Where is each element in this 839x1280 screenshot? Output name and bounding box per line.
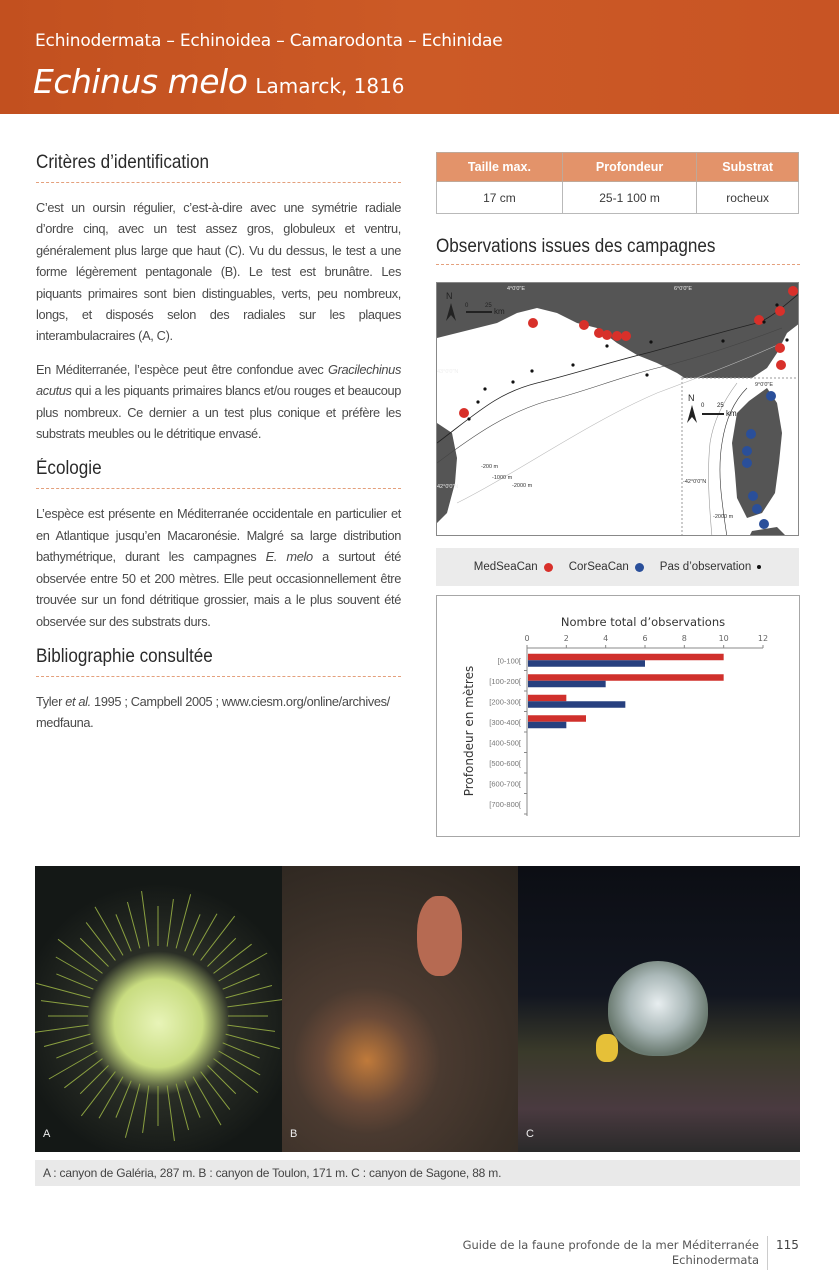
- bar-corseacan-3: [528, 722, 566, 729]
- coord-label: 4°0'0"E: [507, 286, 526, 292]
- value-profondeur: 25-1 100 m: [562, 182, 696, 214]
- medseacan-point: [788, 286, 798, 296]
- footer-separator: [767, 1236, 768, 1270]
- footer-text: [463, 1238, 759, 1268]
- spine: [201, 1072, 230, 1110]
- header-taille: Taille max.: [437, 153, 563, 182]
- y-tick-label: [0-100[: [497, 656, 521, 666]
- x-tick-label: 10: [718, 634, 729, 643]
- spine: [176, 1084, 188, 1130]
- coord-label: -42°0'0"N: [683, 479, 707, 485]
- y-tick-label: [100-200[: [489, 676, 521, 686]
- spine: [226, 985, 272, 997]
- corseacan-point: [748, 491, 758, 501]
- no-observation-point: [775, 303, 778, 306]
- y-tick-label: [400-500[: [489, 738, 521, 748]
- text-run: Tyler: [36, 693, 66, 709]
- chart-svg: [437, 596, 801, 838]
- svg-text:0: 0: [701, 403, 705, 409]
- footer-book-title: Guide de la faune profonde de la mer Méditerranée: [462, 1238, 759, 1252]
- x-tick-label: 0: [524, 634, 530, 643]
- spine: [95, 907, 123, 955]
- divider: [36, 182, 401, 183]
- medseacan-point: [754, 315, 764, 325]
- legend-label: Pas d’observation: [659, 561, 752, 573]
- spine: [86, 922, 115, 960]
- text-run: L’espèce est présente en Méditerranée occidentale en particulier et en Atlantique jusqu’en Macaronésie. Malgré sa large distribution bathymétrique, durant les campagnes: [36, 506, 401, 565]
- medseacan-point: [776, 360, 786, 370]
- bar-medseacan-2: [528, 695, 566, 702]
- left-column: [36, 152, 401, 734]
- spine: [223, 974, 260, 989]
- corseacan-point: [759, 519, 769, 529]
- medseacan-point: [621, 331, 631, 341]
- map-svg: [437, 283, 799, 536]
- no-observation-point: [762, 320, 765, 323]
- no-observation-point: [645, 373, 648, 376]
- spine: [226, 1034, 280, 1048]
- text-run: qui a les piquants primaires blancs et/ou rouges et beaucoup plus nombreux. Ce dernier a un test plus conique et préfère les substrats meubles ou le détritique envasé.: [36, 383, 401, 442]
- depth-label: -2000 m: [713, 514, 734, 520]
- medseacan-point: [775, 343, 785, 353]
- spine: [80, 1065, 108, 1093]
- bar-medseacan-3: [528, 715, 586, 722]
- biblio-paragraph: [36, 691, 401, 734]
- criteres-paragraph-2: [36, 359, 401, 445]
- section-title-observations: Observations issues des campagnes: [436, 236, 716, 257]
- spine: [81, 1072, 115, 1116]
- header-profondeur: Profondeur: [562, 153, 696, 182]
- spine: [143, 1085, 149, 1133]
- spine: [127, 902, 139, 948]
- depth-label: -1000 m: [492, 475, 513, 481]
- spine: [58, 939, 102, 973]
- corseacan-point: [742, 446, 752, 456]
- divider: [36, 676, 401, 677]
- x-tick-label: 4: [603, 634, 609, 643]
- photo-c: [518, 866, 800, 1152]
- spine: [193, 914, 217, 956]
- depth-label: -200 m: [481, 464, 499, 470]
- bar-medseacan-1: [528, 674, 724, 681]
- coord-label: 43°0'0"N: [437, 369, 459, 375]
- legend-label: CorSeaCan: [568, 561, 629, 573]
- bar-medseacan-0: [528, 654, 724, 661]
- y-tick-label: [300-400[: [489, 717, 521, 727]
- photo-label-b: B: [290, 1128, 298, 1140]
- spine: [167, 899, 173, 947]
- black-dot-icon: [757, 565, 761, 569]
- chart-title: Nombre total d’observations: [560, 615, 726, 629]
- corseacan-point: [746, 429, 756, 439]
- spine: [99, 1077, 123, 1119]
- spine: [56, 957, 98, 981]
- header-substrat: Substrat: [697, 153, 799, 182]
- medseacan-point: [602, 330, 612, 340]
- land-spain: [437, 423, 457, 523]
- spine: [219, 1051, 261, 1075]
- spine: [227, 1000, 282, 1007]
- spine: [64, 1059, 102, 1088]
- depth-bar-chart: [436, 595, 800, 837]
- svg-text:N: N: [688, 393, 695, 403]
- spine: [176, 894, 190, 948]
- medseacan-point: [459, 408, 469, 418]
- medseacan-point: [775, 306, 785, 316]
- medseacan-point: [612, 331, 622, 341]
- value-taille: 17 cm: [437, 182, 563, 214]
- yellow-sponge: [596, 1034, 618, 1062]
- page-number: 115: [776, 1238, 799, 1252]
- bar-corseacan-1: [528, 681, 606, 688]
- no-observation-point: [649, 340, 652, 343]
- y-tick-label: [500-600[: [489, 758, 521, 768]
- no-observation-point: [785, 338, 788, 341]
- coord-label: 6°0'0"E: [674, 286, 693, 292]
- medseacan-point: [528, 318, 538, 328]
- divider: [436, 264, 800, 265]
- corseacan-point: [742, 458, 752, 468]
- no-observation-point: [483, 387, 486, 390]
- species-title: [33, 62, 405, 101]
- medseacan-point: [579, 320, 589, 330]
- spine: [41, 1001, 89, 1007]
- photo-a: [35, 866, 282, 1152]
- spine: [227, 1025, 275, 1031]
- spine: [116, 914, 131, 951]
- svg-text:25: 25: [717, 403, 724, 409]
- no-observation-point: [571, 363, 574, 366]
- spine: [116, 1081, 131, 1118]
- red-dot-icon: [544, 563, 553, 572]
- x-tick-label: 12: [757, 634, 769, 643]
- sponge-shape: [417, 896, 462, 976]
- svg-text:N: N: [446, 291, 453, 301]
- spine: [185, 1081, 200, 1118]
- no-observation-point: [467, 417, 470, 420]
- text-run: 1995 ; Campbell 2005 ; www.ciesm.org/online/archives/ medfauna.: [36, 693, 390, 731]
- photo-strip: [35, 866, 800, 1152]
- urchin-spines-a: [35, 866, 282, 1152]
- corseacan-point: [766, 391, 776, 401]
- svg-text:0: 0: [465, 303, 469, 309]
- y-tick-label: [600-700[: [489, 779, 521, 789]
- spine: [201, 916, 235, 960]
- ecologie-paragraph: [36, 503, 401, 631]
- footer-chapter: Echinodermata: [671, 1253, 759, 1267]
- spine: [35, 1025, 89, 1032]
- table-row: [437, 182, 799, 214]
- coord-label: 9°0'0"E: [755, 382, 774, 388]
- taxonomy-line: Echinodermata – Echinoidea – Camarodonta – Echinidae: [35, 31, 503, 51]
- criteres-paragraph-1: C’est un oursin régulier, c’est-à-dire avec une symétrie radiale d’ordre cinq, avec un test assez gros, globuleux et ventru, généralement plus large que haut (C). Vu du dessus, le test a une forme légèrement pentagonale (B). Le test est brunâtre. Les piquants primaires sont bien distinguables, verts, peu nombreux, longs, et disposés selon des radiales sur les plaques interambulacraires (A, C).: [36, 200, 401, 344]
- photo-label-c: C: [526, 1128, 534, 1140]
- species-binomial: Echinus melo: [33, 62, 248, 101]
- spine: [142, 891, 149, 947]
- svg-text:25: 25: [485, 303, 492, 309]
- spine: [219, 953, 267, 981]
- spine: [44, 1034, 90, 1046]
- spine: [36, 983, 90, 997]
- photo-caption: A : canyon de Galéria, 287 m. B : canyon de Toulon, 171 m. C : canyon de Sagone, 88 m.: [35, 1160, 800, 1186]
- table-header-row: [437, 153, 799, 182]
- spine: [80, 938, 108, 966]
- photo-b: [282, 866, 518, 1152]
- photo-label-a: A: [43, 1128, 51, 1140]
- y-tick-label: [700-800[: [489, 799, 521, 809]
- no-observation-point: [511, 380, 514, 383]
- species-name-italic: Gracilechinus acutus: [36, 361, 401, 399]
- bar-corseacan-2: [528, 701, 625, 708]
- legend-item-medseacan: [474, 561, 553, 573]
- x-tick-label: 6: [642, 634, 648, 643]
- legend-item-no-observation: [660, 561, 761, 573]
- y-tick-label: [200-300[: [489, 697, 521, 707]
- x-tick-label: 8: [681, 634, 687, 643]
- x-tick-label: 2: [563, 634, 569, 643]
- species-info-table: [436, 152, 799, 214]
- distribution-map: [436, 282, 799, 536]
- species-author: Lamarck, 1816: [255, 74, 405, 98]
- urchin-shape: [608, 961, 708, 1056]
- spine: [207, 1065, 235, 1093]
- svg-text:km: km: [494, 307, 505, 316]
- header-band: [0, 0, 839, 114]
- species-name-italic: E. melo: [265, 549, 313, 565]
- chart-ylabel: Profondeur en mètres: [462, 665, 476, 797]
- blue-dot-icon: [635, 563, 644, 572]
- value-substrat: rocheux: [697, 182, 799, 214]
- spine: [193, 1077, 221, 1125]
- spine: [207, 938, 235, 966]
- divider: [36, 488, 401, 489]
- text-run: a surtout été observée entre 50 et 200 mètres. Elle peut occasionnellement être trouvée sur un fond détritique grossier, mais a le plus souvent été observée sur des substrats durs.: [36, 549, 402, 629]
- spine: [49, 1051, 97, 1079]
- no-observation-point: [605, 344, 608, 347]
- corseacan-point: [752, 504, 762, 514]
- spine: [223, 1043, 260, 1058]
- section-title-biblio: Bibliographie consultée: [36, 645, 213, 667]
- legend-item-corseacan: [569, 561, 644, 573]
- no-observation-point: [476, 400, 479, 403]
- map-legend: [436, 548, 799, 586]
- svg-text:km: km: [726, 409, 737, 418]
- spine: [214, 944, 252, 973]
- spine: [56, 1043, 93, 1058]
- et-al-italic: et al.: [65, 693, 91, 709]
- spine: [214, 1059, 258, 1093]
- depth-label: -2000 m: [512, 483, 533, 489]
- spine: [125, 1084, 139, 1138]
- spine: [167, 1085, 174, 1141]
- no-observation-point: [721, 339, 724, 342]
- spine: [56, 974, 93, 989]
- legend-label: MedSeaCan: [473, 561, 538, 573]
- bar-corseacan-0: [528, 660, 645, 667]
- coord-label: 42°0'0"N: [437, 484, 459, 490]
- spine: [185, 914, 200, 951]
- no-observation-point: [530, 369, 533, 372]
- text-run: En Méditerranée, l’espèce peut être confondue avec: [36, 361, 329, 377]
- section-title-criteres: Critères d’identification: [36, 152, 209, 173]
- section-title-ecologie: Écologie: [36, 458, 102, 480]
